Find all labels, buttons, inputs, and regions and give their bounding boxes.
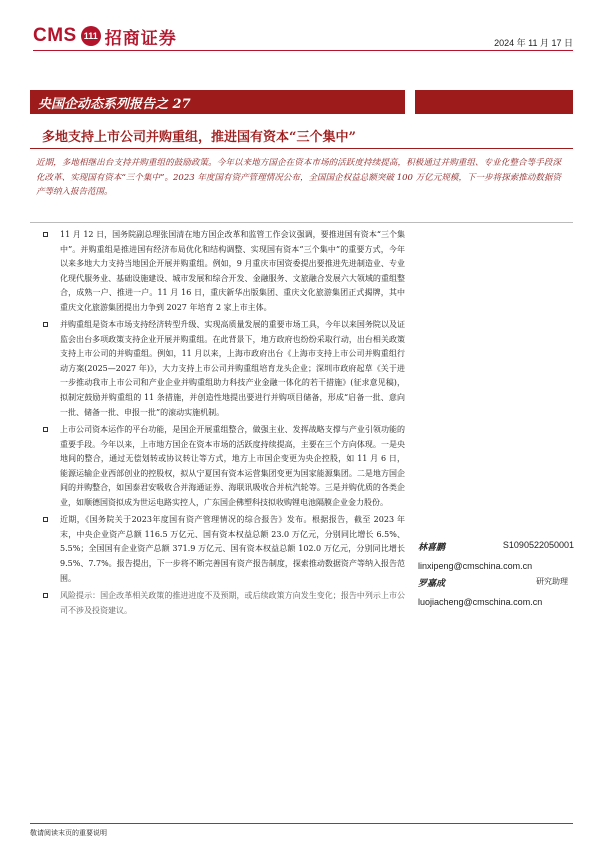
bullet-item <box>43 228 405 315</box>
bullet-square-icon <box>43 427 48 432</box>
report-subtitle: 多地支持上市公司并购重组，推进国有资本“三个集中” <box>42 130 356 145</box>
header-divider <box>33 50 573 51</box>
bullet-item <box>43 423 405 510</box>
bullet-square-icon <box>43 517 48 522</box>
series-title: 央国企动态系列报告之 27 <box>38 97 191 112</box>
bullet-text: 11 月 12 日，国务院副总理张国清在地方国企改革和监管工作会议强调，要推进国有资本“三个集中”。并购重组是推进国有经济布局优化和结构调整、实现国有资本“三个集中”的重要方式，今年以来多地大力支持当地国企开展并购重组。例如，9 月重庆市国资委提出要推进先进制造业、专业化现代服务业、基础设施建设、城市发展和综合开发、金融服务、文旅融合发展六大领域的重组整合，成熟一户、推进一户。11 月 16 日，重庆新华出版集团、重庆文化旅游集团正式揭牌，其中重庆文化旅游集团提出力争到 2027 年培育 2 家上市主体。 <box>60 230 405 312</box>
risk-text: 国企改革相关政策的推进进度不及预期，或后续政策方向发生变化；报告中列示上市公司不涉及投资建议。 <box>60 591 406 615</box>
footer-disclaimer: 敬请阅读末页的重要说明 <box>30 829 107 837</box>
analyst-email[interactable]: linxipeng@cmschina.com.cn <box>418 561 533 571</box>
logo-chinese-name: 招商证券 <box>104 28 177 49</box>
bullet-item <box>43 513 405 586</box>
analyst-name: 林喜鹏 <box>418 543 446 553</box>
bullet-square-icon <box>43 232 48 237</box>
analyst-email[interactable]: luojiacheng@cmschina.com.cn <box>418 597 543 607</box>
analyst-card <box>418 576 568 607</box>
bullet-text: 近期，《国务院关于2023年度国有资产管理情况的综合报告》发布。根据报告，截至 2023 年末，中央企业资产总额 116.5 万亿元、国有资本权益总额 23.0 万亿元，分别同比增长 6.5%、5.5%；全国国有企业资产总额 371.9 万亿元、国有资本权益总额 102.0 万亿元，分别同比增长 9.5%、7.7%。报告提出，下一步将不断完善国有资产报告制度，探索推动数据资产等纳入报告范围。 <box>60 515 405 583</box>
subtitle-divider <box>30 148 573 149</box>
bullet-square-icon <box>43 322 48 327</box>
report-date: 2024 年 11 月 17 日 <box>494 38 573 48</box>
report-summary: 近期，多地相继出台支持并购重组的鼓励政策。今年以来地方国企在资本市场的活跃度持续提高，积极通过并购重组、专业化整合等手段深化改革、实现国有资本“三个集中”。2023 年度国有资产管理情况公布，全国国企权益总额突破 100 万亿元规模，下一步将探索推动数据资产等纳入报告范围。 <box>36 158 561 198</box>
analyst-cert: S1090522050001 <box>502 540 574 550</box>
summary-divider <box>30 222 573 223</box>
risk-label: 风险提示： <box>60 591 101 601</box>
bullet-text: 并购重组是资本市场支持经济转型升级、实现高质量发展的重要市场工具，今年以来国务院以及证监会出台多项政策支持企业开展并购重组。在此背景下，地方政府也纷纷采取行动，出台相关政策支持上市公司的并购重组。例如，11 月以来，上海市政府出台《上海市支持上市公司并购重组行动方案(2025—2027 年)》，大力支持上市公司并购重组培育龙头企业；深圳市政府起草《关于进一步推动我市上市公司和产业企业并购重组助力科技产业金融一体化的若干措施》(征求意见稿)，拟制定鼓励并购重组的 11 条措施，并创造性地提出要进行并购项目储备，形成“启备一批、意向一批、储备一批、申报一批”的滚动实施机制。 <box>60 320 405 417</box>
bullet-item <box>43 318 405 420</box>
logo-cms-text: CMS <box>33 25 77 46</box>
logo-mark-icon: 111 <box>81 26 101 46</box>
footer-divider <box>30 823 573 824</box>
analyst-title: 研究助理 <box>536 577 568 586</box>
analyst-card <box>418 540 574 571</box>
bullet-text: 上市公司资本运作的平台功能，是国企开展重组整合，做强主业、发挥战略支撑与产业引领功能的重要手段。今年以来，上市地方国企在资本市场的活跃度持续提高，主要在三个方向体现。一是央地间的整合，通过无偿划转或协议转让等方式，地方上市国企变更为央企控股，如 11 月 6 日，能源运输企业西部创业的控股权，拟从宁夏国有资本运营集团变更为国家能源集团。二是地方国企间的并购整合，如国泰君安吸收合并海通证券、海联讯吸收合并杭汽轮等。三是并购优质的各类企业，如顺德国资拟成为世运电路实控人，广东国企佛塑科技拟收购锂电池隔膜企业金力股份。 <box>60 425 405 507</box>
analyst-name: 罗嘉成 <box>418 579 446 589</box>
bullet-list <box>43 228 405 621</box>
side-title-bar <box>415 90 573 114</box>
company-logo <box>33 24 177 48</box>
bullet-square-icon <box>43 593 48 598</box>
risk-warning-item <box>43 589 405 618</box>
